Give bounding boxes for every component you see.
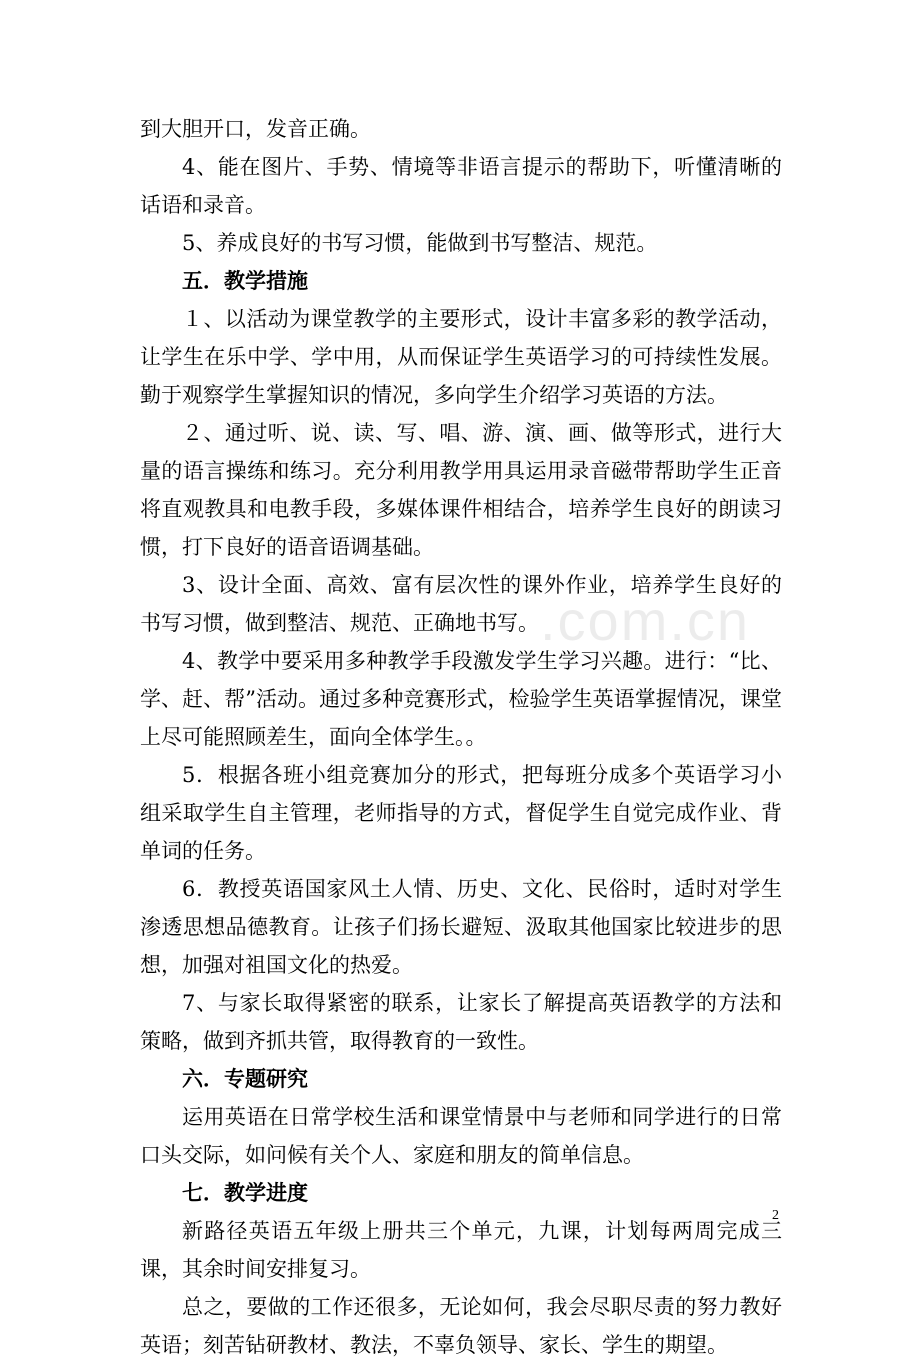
document-page xyxy=(140,110,782,1364)
paragraph: 到大胆开口，发音正确。 xyxy=(140,117,371,141)
watermark: .com.cn xyxy=(540,589,751,652)
section-heading: 七．教学进度 xyxy=(182,1181,308,1205)
paragraph: 运用英语在日常学校生活和课堂情景中与老师和同学进行的日常口头交际，如问候有关个人、家庭和朋友的简单信息。 xyxy=(140,1105,782,1167)
paragraph: 新路径英语五年级上册共三个单元，九课，计划每两周完成三课，其余时间安排复习。 xyxy=(140,1219,782,1281)
paragraph: ２、通过听、说、读、写、唱、游、演、画、做等形式，进行大量的语言操练和练习。充分利用教学用具运用录音磁带帮助学生正音将直观教具和电教手段，多媒体课件相结合，培养学生良好的朗读习惯，打下良好的语音语调基础。 xyxy=(140,421,782,559)
paragraph: 5、养成良好的书写习惯，能做到书写整洁、规范。 xyxy=(182,231,658,255)
paragraph: 3、设计全面、高效、富有层次性的课外作业，培养学生良好的书写习惯，做到整洁、规范、正确地书写。 xyxy=(140,573,782,635)
paragraph: 总之，要做的工作还很多，无论如何，我会尽职尽责的努力教好英语；刻苦钻研教材、教法，不辜负领导、家长、学生的期望。 xyxy=(140,1295,782,1357)
paragraph: 6．教授英语国家风土人情、历史、文化、民俗时，适时对学生渗透思想品德教育。让孩子们扬长避短、汲取其他国家比较进步的思想，加强对祖国文化的热爱。 xyxy=(140,877,782,977)
page-number: 2 xyxy=(772,1208,779,1223)
section-heading: 五．教学措施 xyxy=(182,269,308,293)
paragraph: 4、教学中要采用多种教学手段激发学生学习兴趣。进行：“比、学、赶、帮”活动。通过多种竞赛形式，检验学生英语掌握情况，课堂上尽可能照顾差生，面向全体学生。。 xyxy=(140,649,782,749)
paragraph: １、以活动为课堂教学的主要形式，设计丰富多彩的教学活动，让学生在乐中学、学中用，从而保证学生英语学习的可持续性发展。勤于观察学生掌握知识的情况，多向学生介绍学习英语的方法。 xyxy=(140,307,782,407)
paragraph: 5．根据各班小组竞赛加分的形式，把每班分成多个英语学习小组采取学生自主管理，老师指导的方式，督促学生自觉完成作业、背单词的任务。 xyxy=(140,763,782,863)
paragraph: 4、能在图片、手势、情境等非语言提示的帮助下，听懂清晰的话语和录音。 xyxy=(140,155,782,217)
section-heading: 六．专题研究 xyxy=(182,1067,308,1091)
paragraph: 7、与家长取得紧密的联系，让家长了解提高英语教学的方法和策略，做到齐抓共管，取得教育的一致性。 xyxy=(140,991,782,1053)
